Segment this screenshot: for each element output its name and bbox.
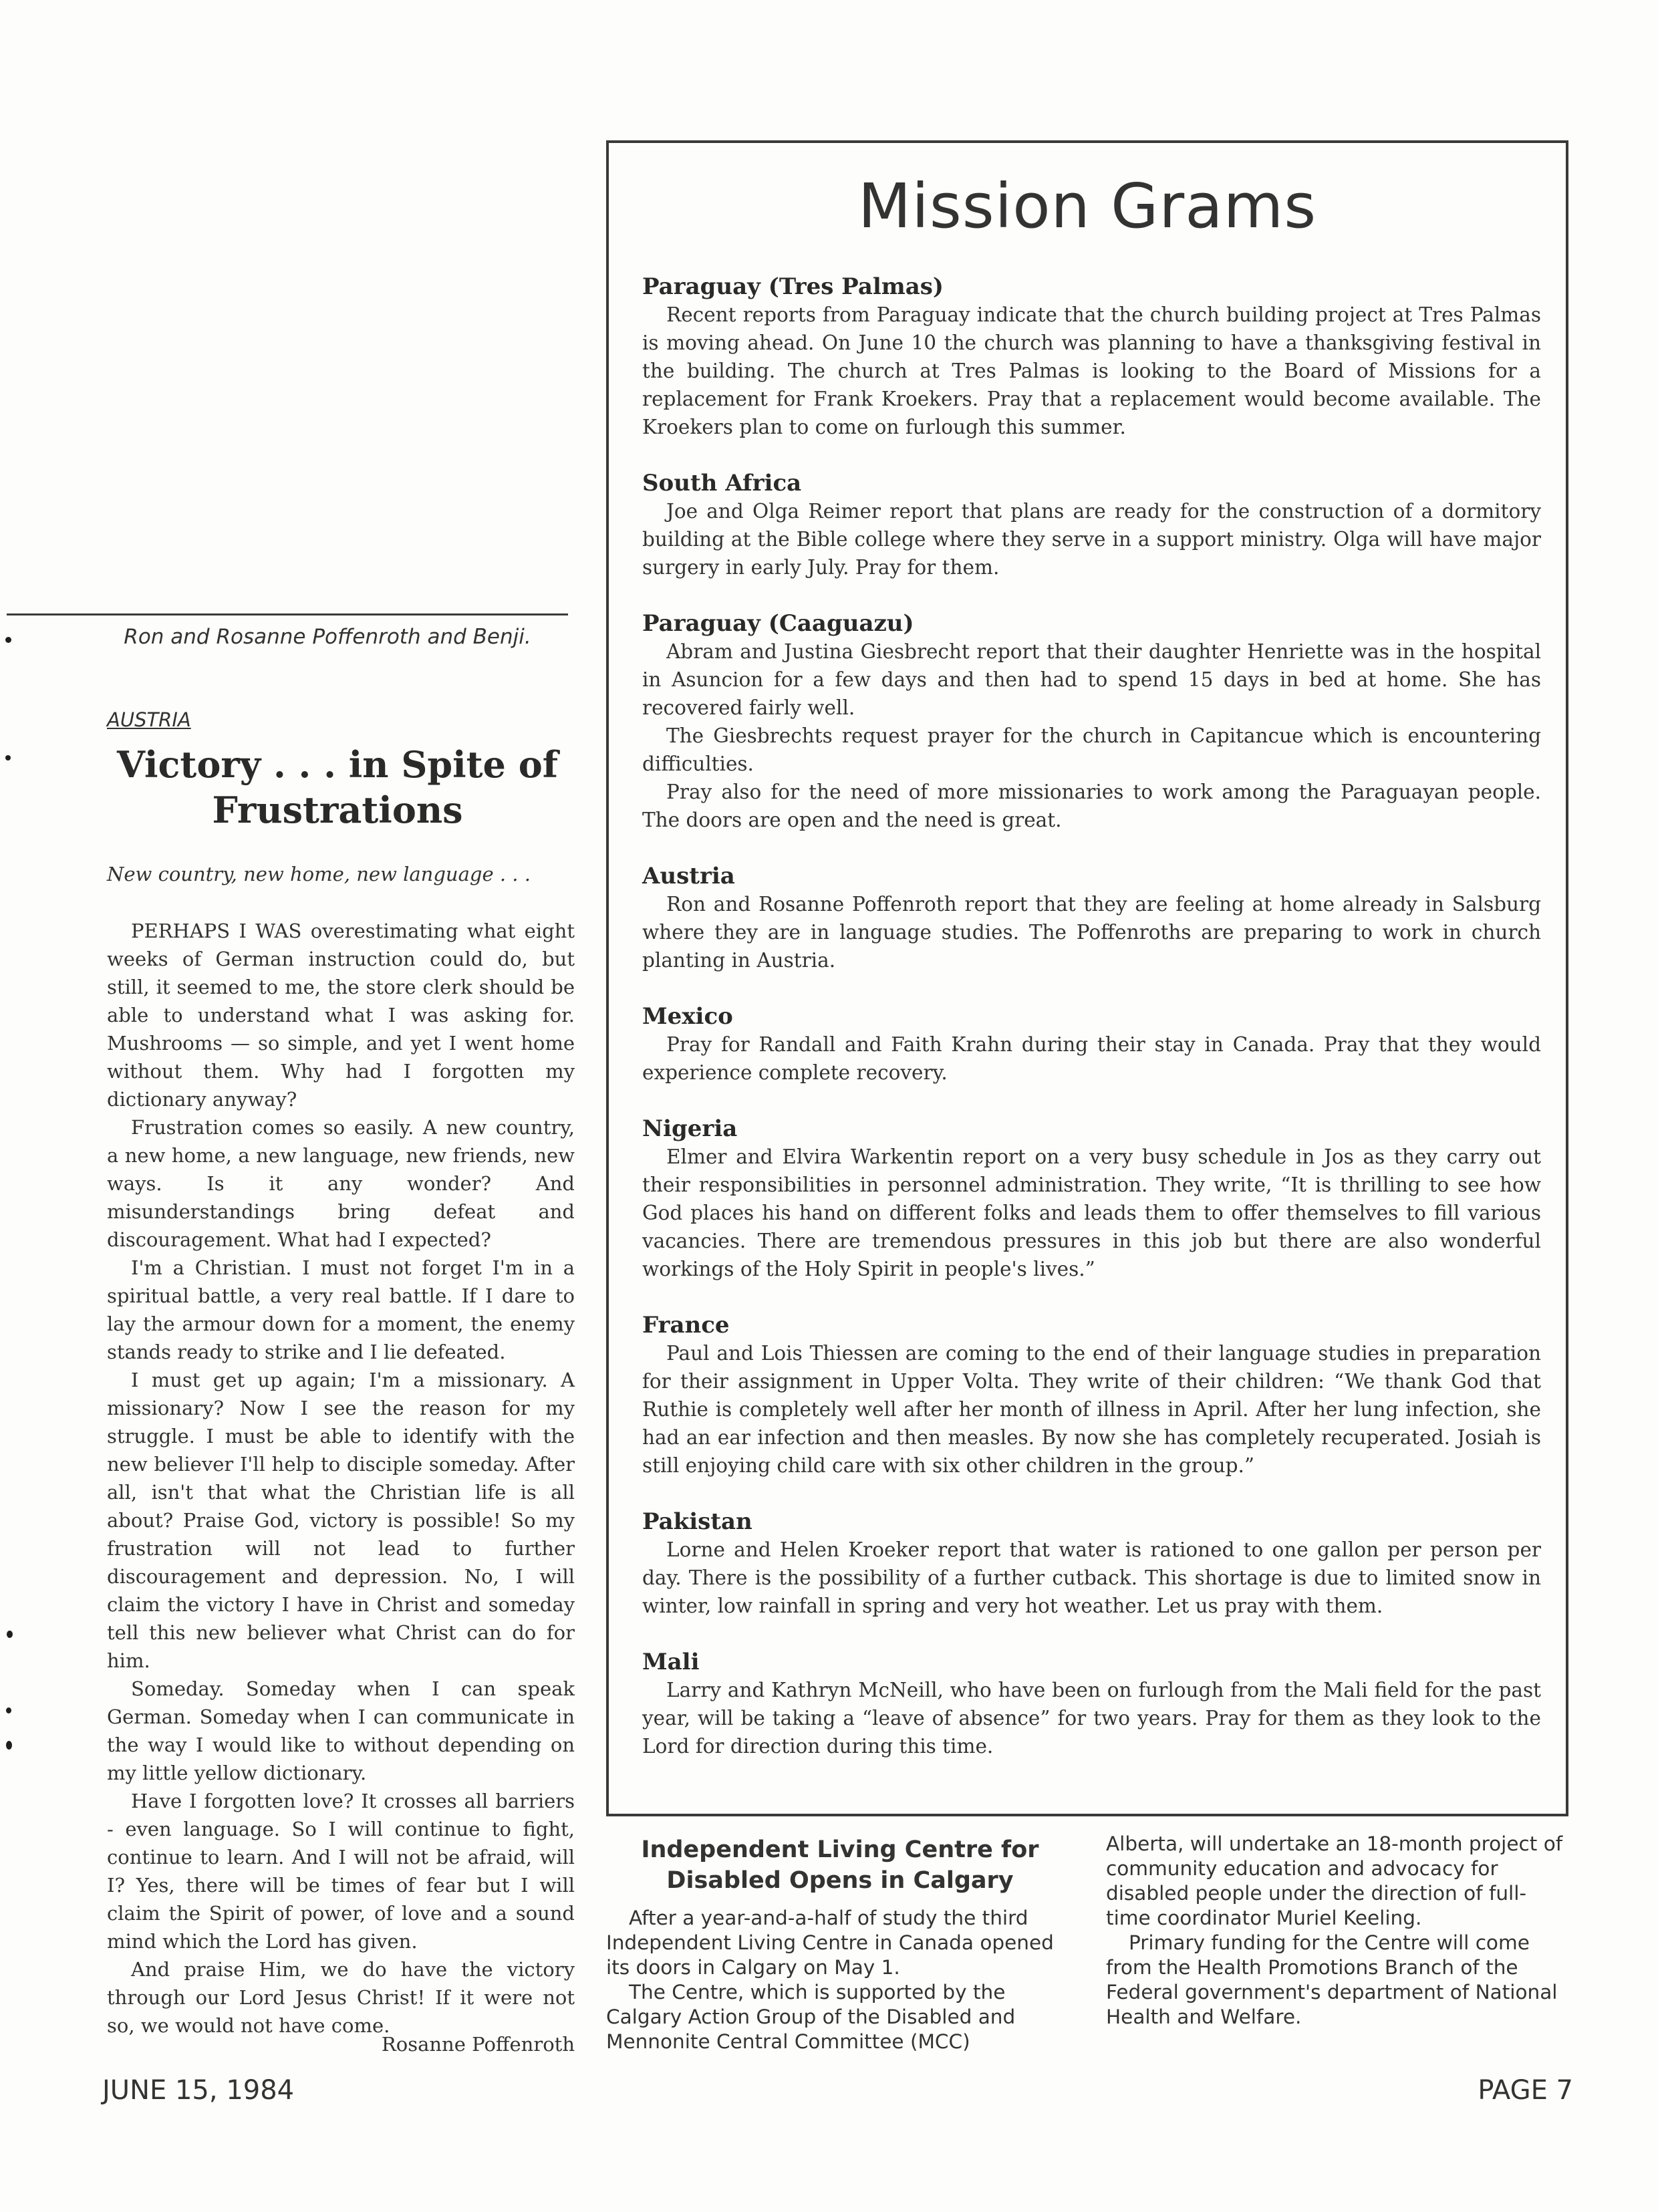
- mission-gram-text: Joe and Olga Reimer report that plans are ready for the construction of a dormitory building at the Bible college where they serve in a support ministry. Olga will have major surgery in early July. Pray for them.: [642, 500, 1541, 579]
- article-lead: New country, new home, new language . . .: [107, 863, 531, 885]
- article-paragraph: I'm a Christian. I must not forget I'm in a spiritual battle, a very real battle. If I dare to lay the armour down for a moment, the enemy stands ready to strike and I lie defeated.: [107, 1256, 575, 1363]
- mission-gram-item: [642, 469, 1541, 581]
- mission-gram-heading: Mexico: [642, 1003, 733, 1030]
- mission-gram-item: [642, 1002, 1541, 1087]
- calgary-paragraph: The Centre, which is supported by the Calgary Action Group of the Disabled and Mennonite Central Committee (MCC): [606, 1981, 1016, 2053]
- mission-gram-item: [642, 1311, 1541, 1480]
- calgary-headline: Independent Living Centre for Disabled Opens in Calgary: [641, 1836, 1039, 1894]
- article-body: [107, 917, 575, 2040]
- mission-gram-item: [642, 1508, 1541, 1620]
- calgary-column-2: [1106, 1832, 1567, 2030]
- mission-gram-heading: Paraguay (Tres Palmas): [642, 273, 944, 300]
- photo-caption: Ron and Rosanne Poffenroth and Benji.: [124, 625, 531, 649]
- mission-gram-text: Recent reports from Paraguay indicate that the church building project at Tres Palmas is moving ahead. On June 10 the church was planning to have a thanksgiving festival in the building. The church at Tres Palmas is looking to the Board of Missions for a replacement for Frank Kroekers. Pray that a replacement would become available. The Kroekers plan to come on furlough this summer.: [642, 303, 1541, 438]
- mission-gram-item: [642, 273, 1541, 441]
- mission-grams-title: Mission Grams: [857, 170, 1317, 242]
- article-section-tag: AUSTRIA: [107, 708, 191, 731]
- mission-gram-heading: Nigeria: [642, 1115, 738, 1142]
- mission-gram-text: Lorne and Helen Kroeker report that water is rationed to one gallon per person per day. There is the possibility of a further cutback. This shortage is due to limited snow in winter, low rainfall in spring and very hot weather. Let us pray with them.: [642, 1538, 1541, 1617]
- mission-gram-text: The Giesbrechts request prayer for the church in Capitancue which is encountering difficulties.: [642, 724, 1541, 775]
- mission-gram-item: [642, 862, 1541, 974]
- scan-speck: [6, 1741, 12, 1750]
- mission-gram-text: Larry and Kathryn McNeill, who have been on furlough from the Mali field for the past year, will be taking a “leave of absence” for two years. Pray for them as they look to the Lord for direction during this time.: [642, 1679, 1541, 1758]
- calgary-column-1: [606, 1906, 1074, 2054]
- article-signature: Rosanne Poffenroth: [381, 2033, 575, 2056]
- mission-gram-heading: Pakistan: [642, 1508, 752, 1535]
- mission-gram-item: [642, 609, 1541, 834]
- mission-gram-heading: Austria: [642, 863, 735, 889]
- photo-frame: [7, 140, 568, 615]
- calgary-paragraph: Alberta, will undertake an 18-month project of community education and advocacy for disabled people under the direction of full-time coordinator Muriel Keeling.: [1106, 1832, 1563, 1929]
- article-headline: Victory . . . in Spite of Frustrations: [117, 743, 558, 831]
- mission-gram-text: Elmer and Elvira Warkentin report on a very busy schedule in Jos as they carry out their responsibilities in personnel administration. They write, “It is thrilling to see how God places his hand on different folks and leads them to offer themselves to fill various vacancies. There are tremendous pressures in this job but there are also wonderful workings of the Holy Spirit in people's lives.”: [642, 1145, 1541, 1280]
- footer-date: JUNE 15, 1984: [102, 2075, 295, 2106]
- mission-gram-text: Ron and Rosanne Poffenroth report that they are feeling at home already in Salsburg where they are in language studies. The Poffenroths are preparing to work in church planting in Austria.: [642, 893, 1541, 972]
- calgary-paragraph: Primary funding for the Centre will come from the Health Promotions Branch of the Federal government's department of National Health and Welfare.: [1106, 1931, 1558, 2028]
- scan-speck: [5, 755, 11, 761]
- mission-grams-list: [642, 273, 1541, 1788]
- mission-gram-heading: France: [642, 1312, 730, 1339]
- mission-gram-text: Abram and Justina Giesbrecht report that their daughter Henriette was in the hospital in Asuncion for a few days and then had to spend 15 days in bed at home. She has recovered fairly well.: [642, 640, 1541, 719]
- article-paragraph: Someday. Someday when I can speak German. Someday when I can communicate in the way I would like to without depending on my little yellow dictionary.: [107, 1677, 575, 1784]
- calgary-paragraph: After a year-and-a-half of study the third Independent Living Centre in Canada opened its doors in Calgary on May 1.: [606, 1907, 1054, 1979]
- article-paragraph: PERHAPS I WAS overestimating what eight weeks of German instruction could do, but still, it seemed to me, the store clerk should be able to understand what I was asking for. Mushrooms — so simple, and yet I went home without them. Why had I forgotten my dictionary anyway?: [107, 920, 575, 1111]
- article-paragraph: Frustration comes so easily. A new country, a new home, a new language, new friends, new ways. Is it any wonder? And misunderstandings bring defeat and discouragement. What had I expected?: [107, 1116, 575, 1251]
- scan-speck: [5, 637, 11, 643]
- mission-gram-text: Paul and Lois Thiessen are coming to the end of their language studies in preparation for their assignment in Upper Volta. They write of their children: “We thank God that Ruthie is completely well after her month of illness in April. After her lung infection, she had an ear infection and then measles. By now she has completely recuperated. Josiah is still enjoying child care with six other children in the group.”: [642, 1342, 1541, 1477]
- article-paragraph: Have I forgotten love? It crosses all barriers - even language. So I will continue to fight, continue to learn. And I will not be afraid, will I? Yes, there will be times of fear but I will claim the Spirit of power, of love and a sound mind which the Lord has given.: [107, 1790, 575, 1953]
- article-paragraph: And praise Him, we do have the victory through our Lord Jesus Christ! If it were not so, we would not have come.: [107, 1958, 575, 2037]
- article-paragraph: I must get up again; I'm a missionary. A missionary? Now I see the reason for my struggle. I must be able to identify with the new believer I'll help to disciple someday. After all, isn't that what the Christian life is all about? Praise God, victory is possible! So my frustration will not lead to further discouragement and depression. No, I will claim the victory I have in Christ and someday tell this new believer what Christ can do for him.: [107, 1369, 575, 1672]
- mission-gram-item: [642, 1648, 1541, 1760]
- scan-speck: [7, 1631, 13, 1638]
- mission-gram-heading: Paraguay (Caaguazu): [642, 610, 914, 637]
- mission-gram-heading: Mali: [642, 1649, 700, 1675]
- mission-gram-item: [642, 1115, 1541, 1283]
- mission-gram-text: Pray also for the need of more missionaries to work among the Paraguayan people. The doors are open and the need is great.: [642, 781, 1541, 831]
- footer-page-number: PAGE 7: [1478, 2075, 1573, 2106]
- scan-speck: [6, 1707, 11, 1713]
- mission-gram-heading: South Africa: [642, 470, 802, 497]
- mission-gram-text: Pray for Randall and Faith Krahn during their stay in Canada. Pray that they would experience complete recovery.: [642, 1033, 1541, 1084]
